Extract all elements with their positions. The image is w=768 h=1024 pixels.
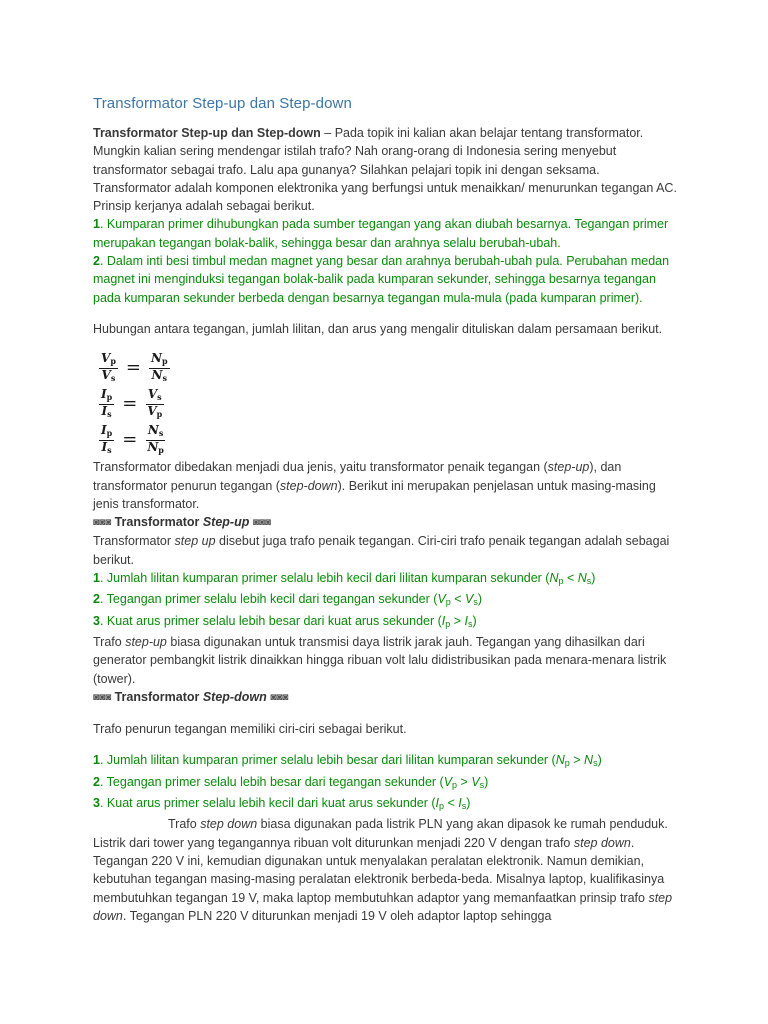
formula-symbol: I <box>101 439 108 454</box>
fraction <box>99 424 114 457</box>
list-item-number: 3 <box>93 796 100 811</box>
list-item-number: 2 <box>93 592 100 607</box>
formula-row <box>99 386 678 422</box>
text-run: ). Berikut ini merupakan penjelasan untuk masing-masing jenis transformator. <box>93 478 656 511</box>
text-run: Transformator dibedakan menjadi dua jenis, yaitu transformator penaik tegangan ( <box>93 460 548 475</box>
paren: ) <box>466 796 471 811</box>
page-title: Transformator Step-up dan Step-down <box>93 95 352 112</box>
heading-text-italic: Step-down <box>202 689 267 704</box>
symbol: V <box>471 774 480 789</box>
symbol: V <box>437 592 446 607</box>
list-item-number: 1 <box>93 571 100 586</box>
paren: ) <box>477 592 483 607</box>
stepup-usage <box>93 633 678 688</box>
paren: ) <box>597 753 602 768</box>
list-item <box>93 252 678 307</box>
formula-row <box>99 350 678 386</box>
subscript: p <box>558 576 564 587</box>
text-run: ), dan transformator penurun tegangan ( <box>93 460 622 493</box>
subscript: s <box>461 801 467 812</box>
fraction <box>149 352 170 385</box>
formula-block <box>99 350 678 458</box>
list-item-number: 1 <box>93 753 100 768</box>
formula-subscript: s <box>157 391 162 402</box>
principle-list <box>93 215 678 306</box>
formula-symbol: I <box>101 422 107 437</box>
formula-symbol: N <box>151 350 162 365</box>
list-item-text: . Kumparan primer dihubungkan pada sumber tegangan yang akan diubah besarnya. Tegangan primer merupakan tegangan bolak-balik, sehingga besar dan arahnya selalu berubah-ubah. <box>93 217 669 250</box>
text-run-italic: step down <box>573 835 631 850</box>
symbol: N <box>549 571 559 586</box>
symbol: V <box>465 592 474 607</box>
subscript: s <box>473 597 478 608</box>
box-glyphs: ◙◙◙ <box>270 691 289 703</box>
formula-row <box>99 422 678 458</box>
paren: ) <box>484 774 489 789</box>
subscript: s <box>479 779 485 790</box>
text-run: Trafo <box>93 634 126 649</box>
list-item <box>93 751 678 772</box>
symbol: N <box>577 571 587 586</box>
formula-symbol: V <box>101 367 111 382</box>
heading-text: Transformator <box>114 515 203 530</box>
formula-subscript: p <box>156 408 163 419</box>
list-item-text: . Kuat arus primer selalu lebih kecil dari kuat arus sekunder ( <box>99 796 436 811</box>
relation-paragraph: Hubungan antara tegangan, jumlah lilitan, dan arus yang mengalir dituliskan dalam persamaan berikut. <box>93 321 663 336</box>
intro-bold: Transformator Step-up dan Step-down <box>93 126 321 140</box>
list-item-text: . Jumlah lilitan kumparan primer selalu lebih besar dari lilitan kumparan sekunder ( <box>99 753 556 768</box>
list-item <box>93 215 678 252</box>
subscript: p <box>564 758 570 769</box>
fraction <box>145 388 164 421</box>
list-item-text: . Dalam inti besi timbul medan magnet yang besar dan arahnya berubah-ubah pula. Perubahan medan magnet ini menginduksi tegangan bolak-balik pada kumparan sekunder, sehingga besarnya tegangan pada kumparan sekunder berbeda dengan besarnya tegangan mula-mula (pada kumparan primer). <box>93 254 670 305</box>
list-item-text: . Tegangan primer selalu lebih kecil dari tegangan sekunder ( <box>99 592 438 607</box>
symbol: I <box>435 796 440 811</box>
symbol: I <box>464 613 469 628</box>
list-item <box>93 590 678 611</box>
box-glyphs: ◙◙◙ <box>93 691 112 703</box>
symbol: I <box>441 613 446 628</box>
box-glyphs: ◙◙◙ <box>93 517 112 529</box>
operator: < <box>444 796 459 811</box>
text-run: Transformator <box>93 534 175 549</box>
list-item-text: . Tegangan primer selalu lebih besar dari tegangan sekunder ( <box>99 774 444 789</box>
formula-subscript: p <box>158 444 164 455</box>
subscript: s <box>593 758 598 769</box>
text-run: biasa digunakan untuk transmisi daya listrik jarak jauh. Tegangan yang dihasilkan dari generator pembangkit listrik dinaikkan hingga ribuan volt lalu didistribusikan pada menara-menara listrik (tower). <box>93 634 667 686</box>
text-run: . Tegangan PLN 220 V diturunkan menjadi 19 V oleh adaptor laptop sehingga <box>122 908 552 923</box>
subscript: s <box>586 576 592 587</box>
text-run-italic: step-down <box>279 478 338 493</box>
formula-subscript: p <box>106 391 113 402</box>
formula-subscript: p <box>106 427 113 438</box>
stepdown-list <box>93 751 678 815</box>
stepdown-heading <box>93 688 678 707</box>
formula-subscript: s <box>110 372 116 383</box>
text-run: disebut juga trafo penaik tegangan. Ciri-ciri trafo penaik tegangan adalah sebagai berikut. <box>93 534 670 567</box>
list-item <box>93 612 678 633</box>
formula-symbol: V <box>101 350 111 365</box>
intro-text: – Pada topik ini kalian akan belajar tentang transformator. Mungkin kalian sering mendengar istilah trafo? Nah orang-orang di Indonesia sering menyebut transformator sebagai trafo. Lalu apa gunanya? Silahkan pelajari topik ini dengan seksama. Transformator adalah komponen elektronika yang berfungsi untuk menaikkan/ menurunkan tegangan AC. Prinsip kerjanya adalah sebagai berikut. <box>93 126 677 214</box>
fraction <box>145 424 166 457</box>
formula-subscript: p <box>161 355 168 366</box>
stepdown-usage <box>93 815 678 925</box>
equals-sign: = <box>122 429 138 451</box>
box-glyphs: ◙◙◙ <box>252 517 271 529</box>
formula-symbol: V <box>147 386 158 401</box>
formula-symbol: V <box>147 403 157 418</box>
formula-symbol: I <box>101 403 108 418</box>
equals-sign: = <box>125 357 141 379</box>
formula-symbol: I <box>101 386 107 401</box>
subscript: p <box>445 618 451 629</box>
list-item-number: 2 <box>93 254 100 269</box>
stepup-list <box>93 569 678 633</box>
text-run-italic: step-up <box>125 634 167 649</box>
heading-text-italic: Step-up <box>202 515 250 530</box>
formula-subscript: s <box>107 444 112 455</box>
subscript: p <box>445 597 451 608</box>
subscript: s <box>468 618 473 629</box>
operator: < <box>563 571 578 586</box>
formula-subscript: s <box>158 427 164 438</box>
stepup-heading <box>93 513 678 532</box>
text-run: Trafo <box>168 817 201 832</box>
formula-subscript: s <box>107 408 112 419</box>
formula-subscript: s <box>162 372 168 383</box>
formula-symbol: N <box>147 422 159 437</box>
subscript: p <box>439 801 445 812</box>
operator: > <box>569 753 585 768</box>
symbol: N <box>555 753 565 768</box>
text-run-italic: step-up <box>547 460 590 475</box>
types-paragraph <box>93 458 678 513</box>
text-run-italic: step up <box>174 534 216 549</box>
symbol: N <box>584 753 594 768</box>
paren: ) <box>591 571 596 586</box>
stepup-description <box>93 532 678 569</box>
formula-symbol: N <box>147 439 159 454</box>
text-run-italic: step down <box>200 817 258 832</box>
list-item <box>93 794 678 815</box>
subscript: p <box>452 779 458 790</box>
article-body <box>93 124 678 925</box>
text-run: biasa digunakan pada listrik PLN yang akan dipasok ke rumah penduduk. Listrik dari tower yang tegangannya ribuan volt diturunkan menjadi 220 V dengan trafo <box>93 817 668 850</box>
list-item <box>93 773 678 794</box>
list-item-number: 1 <box>93 217 100 232</box>
paren: ) <box>472 613 477 628</box>
list-item-text: . Kuat arus primer selalu lebih besar dari kuat arus sekunder ( <box>99 613 442 628</box>
formula-subscript: p <box>110 355 116 366</box>
symbol: I <box>458 796 462 811</box>
list-item-number: 2 <box>93 774 100 789</box>
heading-text: Transformator <box>114 689 203 704</box>
list-item <box>93 569 678 590</box>
symbol: V <box>443 774 453 789</box>
operator: > <box>450 613 465 628</box>
fraction <box>99 388 114 421</box>
list-item-text: . Jumlah lilitan kumparan primer selalu lebih kecil dari lilitan kumparan sekunder ( <box>99 571 550 586</box>
operator: > <box>457 774 472 789</box>
text-run-italic: step down <box>93 890 673 923</box>
fraction <box>99 352 118 385</box>
equals-sign: = <box>122 393 138 415</box>
stepdown-description: Trafo penurun tegangan memiliki ciri-ciri sebagai berikut. <box>93 722 407 737</box>
list-item-number: 3 <box>93 613 100 628</box>
text-run: . Tegangan 220 V ini, kemudian digunakan untuk menyalakan peralatan elektronik. Namun demikian, kebutuhan tegangan masing-masing peralatan elektronik berbeda-beda. Misalnya laptop, kualifikasinya membutuhkan tegangan 19 V, maka laptop membutuhkan adaptor yang memanfaatkan prinsip trafo <box>93 835 665 905</box>
formula-symbol: N <box>151 367 163 382</box>
operator: < <box>450 592 466 607</box>
intro-paragraph <box>93 124 678 215</box>
